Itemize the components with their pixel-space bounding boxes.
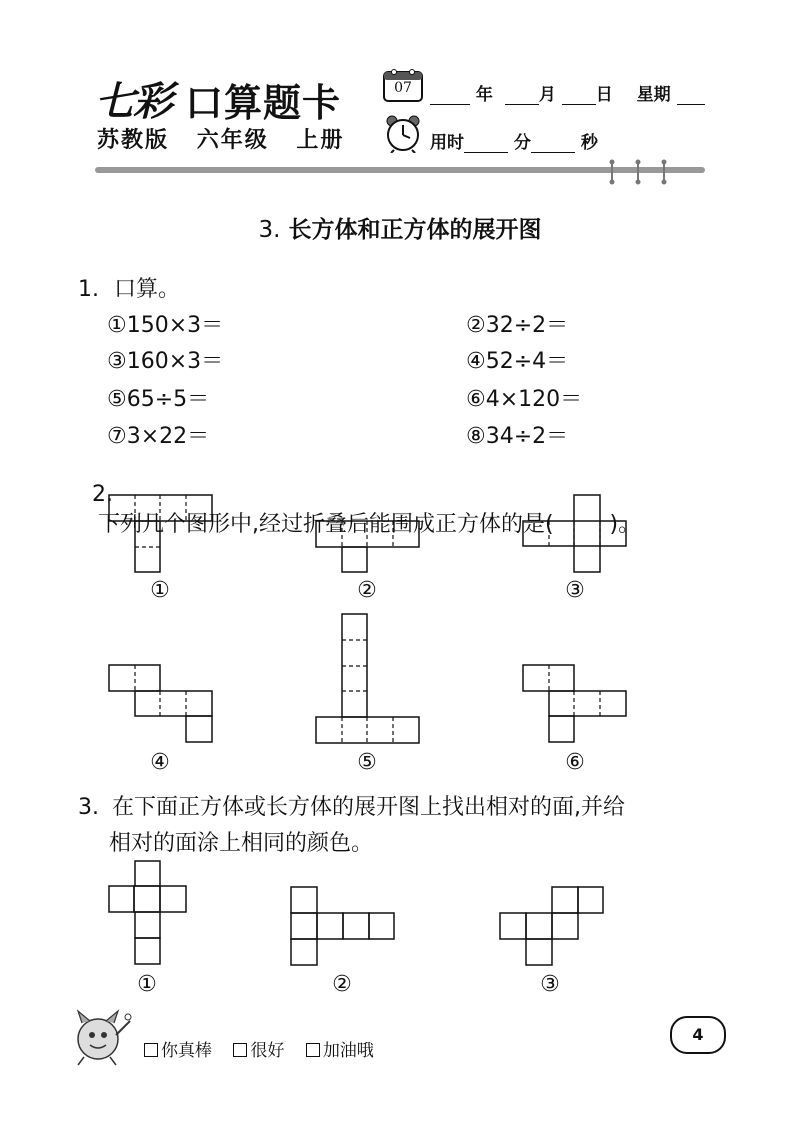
second-label: 秒 [580, 133, 598, 153]
year-blank[interactable] [430, 88, 470, 105]
section-number: 3. [258, 217, 281, 243]
option-label: 很好 [250, 1041, 285, 1061]
day-blank[interactable] [562, 88, 596, 105]
page-number: 4 [670, 1016, 726, 1054]
q1-number: 1. [78, 277, 99, 302]
net-label: ③ [540, 972, 560, 997]
cartoon-mascot-icon [68, 1005, 138, 1067]
year-label: 年 [475, 85, 493, 105]
q3-prompt-line2: 相对的面涂上相同的颜色。 [109, 831, 374, 856]
date-line [430, 80, 705, 105]
month-blank[interactable] [505, 88, 539, 105]
cube-net-figure [522, 664, 628, 744]
cube-net-figure [499, 886, 605, 968]
option-label: 加油哦 [322, 1041, 374, 1061]
q1-item: ②32÷2＝ [466, 313, 569, 338]
cube-net-figure [108, 860, 188, 968]
q1-item: ⑤65÷5＝ [107, 387, 210, 412]
q1-header [78, 272, 180, 303]
q3-prompt-line1: 在下面正方体或长方体的展开图上找出相对的面,并给 [112, 795, 625, 820]
option-label: 你真棒 [161, 1041, 212, 1061]
net-label: ⑥ [565, 750, 585, 775]
weekday-blank[interactable] [677, 88, 705, 105]
page-title [0, 211, 800, 244]
edition: 苏教版 [97, 128, 170, 153]
volume: 上册 [296, 128, 345, 153]
q1-item: ③160×3＝ [107, 349, 224, 374]
encouragement-options [144, 1036, 374, 1061]
second-blank[interactable] [531, 136, 575, 153]
cube-net-figure [108, 494, 214, 574]
cube-net-figure [315, 520, 421, 574]
calendar-day: 07 [394, 80, 412, 96]
cube-net-figure [522, 494, 628, 574]
brand-title: 口算题卡 [185, 81, 342, 125]
cube-net-figure [315, 613, 421, 745]
time-used-label: 用时 [430, 133, 464, 153]
q1-prompt: 口算。 [114, 277, 181, 302]
net-label: ① [137, 972, 157, 997]
option-very-good[interactable] [144, 1041, 212, 1061]
q3-header [78, 790, 625, 821]
edition-line [97, 123, 362, 154]
minute-blank[interactable] [464, 136, 508, 153]
checkbox[interactable] [144, 1043, 158, 1057]
q2-number: 2. [92, 482, 113, 507]
net-label: ④ [150, 750, 170, 775]
net-label: ③ [565, 578, 585, 603]
q3-number: 3. [78, 795, 99, 820]
binder-rings-icon [603, 158, 673, 186]
section-title-text: 长方体和正方体的展开图 [288, 217, 542, 243]
q1-item: ⑧34÷2＝ [466, 424, 569, 449]
net-label: ② [332, 972, 352, 997]
net-label: ⑤ [357, 750, 377, 775]
q1-item: ⑦3×22＝ [107, 424, 210, 449]
cube-net-figure [108, 664, 214, 744]
checkbox[interactable] [233, 1043, 247, 1057]
q1-item: ①150×3＝ [107, 313, 224, 338]
net-label: ② [357, 578, 377, 603]
alarm-clock-icon [383, 113, 423, 153]
checkbox[interactable] [306, 1043, 320, 1057]
q1-item: ④52÷4＝ [466, 349, 569, 374]
option-keep-going[interactable] [306, 1041, 374, 1061]
time-used-line [430, 128, 598, 153]
net-label: ① [150, 578, 170, 603]
option-good[interactable] [233, 1041, 284, 1061]
q2-prompt: 下列几个图形中,经过折叠后能围成正方体的是( )。 [98, 512, 641, 537]
month-label: 月 [538, 85, 556, 105]
weekday-label: 星期 [636, 85, 671, 105]
minute-label: 分 [513, 133, 531, 153]
grade: 六年级 [196, 128, 269, 153]
day-label: 日 [595, 85, 613, 105]
cuboid-net-figure [290, 886, 396, 968]
q1-item: ⑥4×120＝ [466, 387, 583, 412]
brand-logo: 七彩 [95, 78, 171, 125]
